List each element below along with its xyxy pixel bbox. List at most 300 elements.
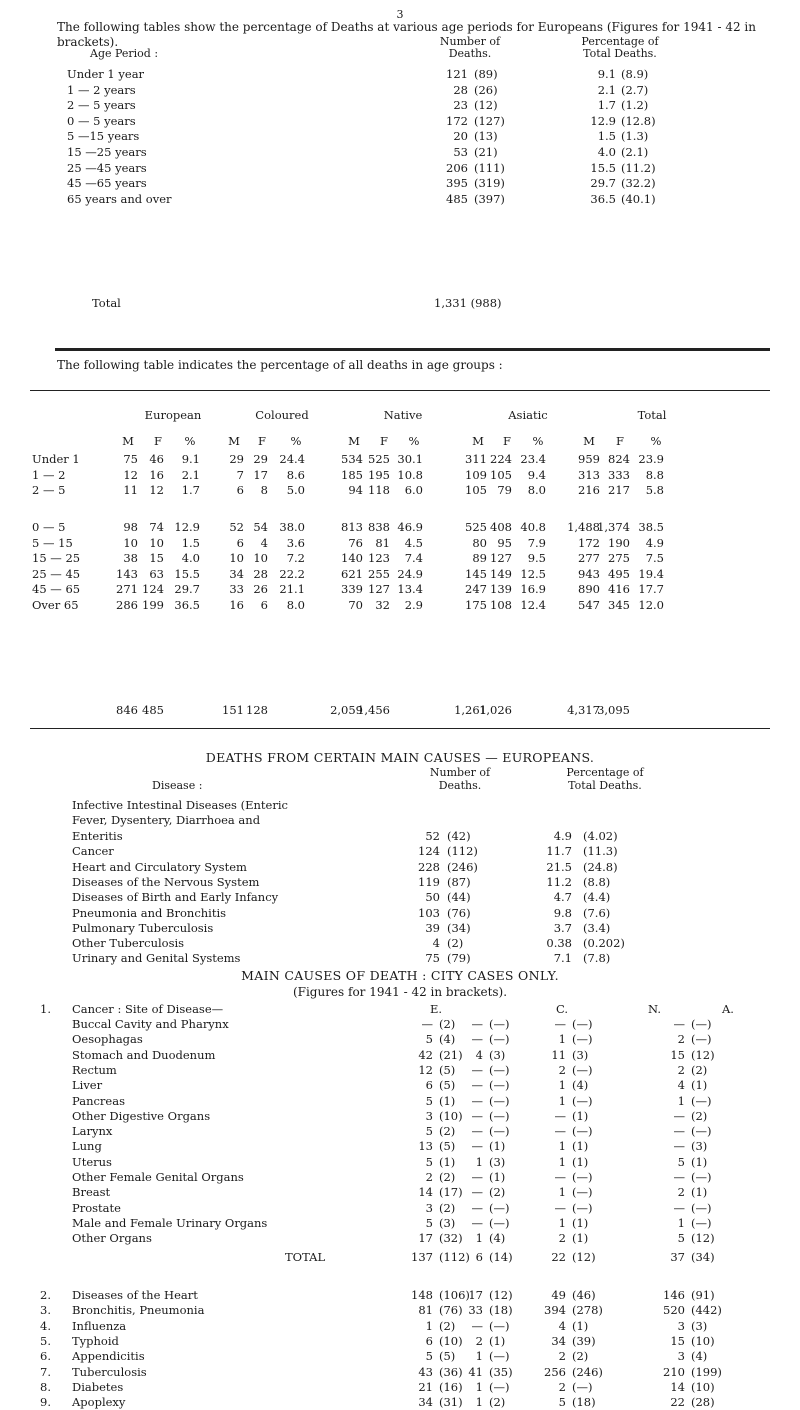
age-row-pct: 1.7 [597,98,616,113]
cause-label: Heart and Circulatory System [72,859,247,874]
cause-num: 50 [425,890,440,905]
city-count: 3 [677,1349,685,1364]
city-count: 5 [425,1032,433,1047]
age-row-pct-bracket: (8.9) [621,67,649,81]
city-count-bracket: (21) [439,1047,463,1062]
age-row-pct-bracket: (32.2) [621,176,656,191]
city-count: 1 [475,1379,483,1394]
city-count: — [421,1017,433,1031]
age-row-num-bracket: (127) [474,113,505,128]
city-count: 256 [544,1364,566,1379]
group-cell: 63 [149,566,164,581]
age-row-pct: 36.5 [590,191,616,206]
age-row-num-bracket: (89) [474,67,498,81]
group-row-label: 0 — 5 [32,520,66,534]
group-cell: 80 [472,535,487,550]
group-cell: 185 [341,467,363,482]
group-cell: 7 [236,467,244,482]
city-count: 43 [418,1364,433,1379]
age-row-label: 5 —15 years [67,129,140,144]
city-subtitle: (Figures for 1941 - 42 in brackets). [292,985,508,999]
city-count-bracket: (35) [489,1364,513,1379]
city-count-bracket: (1) [572,1139,589,1154]
group-cell: 199 [142,597,164,612]
cause-num: 124 [418,844,440,859]
city-count: 22 [551,1250,566,1264]
city-count-bracket: (2) [439,1017,456,1031]
city-count: 1 [558,1215,566,1230]
group-cell: 525 [368,452,390,466]
group-cell: 29.7 [174,582,200,596]
group-cell: 339 [341,582,363,596]
group-cell: 95 [497,535,512,550]
group-cell: 36.5 [174,597,200,612]
group-cell: 38.5 [638,520,664,534]
cause-pct-bracket: (4.4) [583,890,611,905]
city-count: — [471,1185,483,1200]
cause-num: 75 [425,951,440,966]
cause-pct: 11.7 [546,844,572,859]
city-count: 1 [677,1215,685,1230]
group-cell: 4 [260,535,268,550]
age-row-label: 15 —25 years [67,145,147,159]
city-count-bracket: (34) [691,1250,715,1264]
causes-num-head-1: Number of [429,766,491,779]
group-cell: 525 [465,520,487,534]
cause-pct-bracket: (4.02) [583,829,618,843]
age-row-pct: 29.7 [590,176,616,191]
group-cell: 311 [465,452,487,466]
city-row-label: Influenza [72,1318,127,1333]
city-row-label: Larynx [72,1124,113,1139]
city-count: — [471,1318,483,1333]
city-count-bracket: (—) [572,1032,593,1047]
city-count: 4 [475,1047,483,1062]
group-cell: 12.9 [174,520,200,534]
city-row-label: Buccal Cavity and Pharynx [72,1017,229,1031]
city-count: 137 [411,1250,433,1264]
group-cell: 6 [236,483,244,497]
group-cell: 1,488 [567,520,600,534]
city-count-bracket: (—) [691,1032,712,1047]
group-cell: 2.9 [404,597,423,612]
pct-head-1: Percentage of [581,35,659,48]
group-cell: 140 [341,551,363,565]
cause-label: Pulmonary Tuberculosis [72,920,214,935]
group-cell: 313 [578,467,600,482]
city-count-bracket: (12) [572,1250,596,1264]
city-count-bracket: (2) [691,1108,708,1123]
cause-label: Cancer [72,844,114,859]
cause-pct-bracket: (3.4) [583,920,611,935]
group-total-cell: 846 [116,703,138,717]
city-count: 5 [425,1349,433,1364]
city-col-head: C. [556,1002,569,1016]
group-row-label: 2 — 5 [32,483,66,497]
age-row-pct: 15.5 [590,160,616,175]
group-cell: 9.1 [181,452,200,466]
city-count: 14 [670,1379,685,1394]
city-count-bracket: (—) [489,1062,510,1077]
group-cell: 621 [341,566,363,581]
age-row-num-bracket: (319) [474,176,505,191]
group-cell: 224 [490,452,512,466]
column-subhead: F [258,434,266,448]
city-col-head: E. [430,1002,443,1016]
city-count: 6 [475,1250,483,1264]
city-count-bracket: (1) [691,1078,708,1093]
age-row-label: 1 — 2 years [67,82,136,97]
city-row-label: Diabetes [72,1379,124,1394]
group-cell: 534 [341,452,363,466]
group-cell: 8.0 [286,597,305,612]
group-cell: 8 [260,483,268,497]
group-cell: 105 [465,483,487,497]
city-count-bracket: (—) [489,1078,510,1093]
table-bottom-rule [30,728,770,729]
city-count: 210 [663,1364,685,1379]
group-total-cell: 2,059 [330,703,363,717]
city-count-bracket: (2) [489,1395,506,1410]
cause-pct: 0.38 [546,936,572,951]
group-cell: 38 [123,551,138,565]
city-count-bracket: (10) [691,1379,715,1394]
group-cell: 16.9 [520,582,546,596]
city-count: — [471,1170,483,1184]
group-cell: 255 [368,566,390,581]
city-count-bracket: (3) [489,1154,506,1169]
group-cell: 5.0 [286,483,305,497]
age-row-pct: 12.9 [590,113,616,128]
cause-num-bracket: (87) [447,874,471,889]
city-count-bracket: (—) [691,1124,712,1139]
city-total-label: TOTAL [285,1250,326,1264]
age-row-pct: 2.1 [597,82,616,97]
city-count: — [554,1124,566,1139]
group-cell: 34 [229,566,244,581]
city-count: 1 [558,1093,566,1108]
city-count-bracket: (39) [572,1333,596,1348]
age-row-label: 0 — 5 years [67,113,136,128]
city-count-bracket: (—) [691,1215,712,1230]
city-row-number: 2. [40,1288,51,1302]
city-count: 2 [558,1379,566,1394]
cause-pct: 3.7 [553,920,572,935]
group-cell: 195 [368,467,390,482]
group-total-cell: 1,456 [357,703,390,717]
group-cell: 33 [229,582,244,596]
column-subhead: F [616,434,624,448]
city-count: — [554,1170,566,1184]
group-cell: 24.9 [397,566,423,581]
cause-num-bracket: (246) [447,859,478,874]
city-count-bracket: (1) [572,1215,589,1230]
city-count-bracket: (2) [489,1185,506,1200]
city-count: 1 [475,1231,483,1246]
age-row-num: 485 [446,191,468,206]
city-count: 2 [558,1349,566,1364]
city-count: 2 [677,1185,685,1200]
age-row-pct-bracket: (12.8) [621,113,656,128]
city-count-bracket: (1) [439,1093,456,1108]
group-cell: 943 [578,566,600,581]
city-count-bracket: (—) [691,1017,712,1031]
group-cell: 29 [253,452,268,466]
group-cell: 127 [368,582,390,596]
group-cell: 890 [578,582,600,596]
cause-num-bracket: (2) [447,936,464,951]
city-count: 5 [558,1395,566,1410]
cause-label: Diseases of Birth and Early Infancy [72,890,279,905]
city-count-bracket: (17) [439,1185,463,1200]
group-cell: 271 [116,582,138,596]
group-cell: 74 [149,520,164,534]
city-count-bracket: (246) [572,1364,603,1379]
column-subhead: F [380,434,388,448]
city-count-bracket: (2) [572,1349,589,1364]
city-count-bracket: (3) [691,1139,708,1154]
group-cell: 247 [465,582,487,596]
city-count-bracket: (12) [489,1288,513,1302]
group-cell: 127 [490,551,512,565]
group-cell: 9.5 [527,551,546,565]
city-count: 33 [468,1303,483,1318]
age-row-num: 28 [453,82,468,97]
group-cell: 1.5 [181,535,200,550]
group-cell: 10 [229,551,244,565]
city-row-number: 4. [40,1318,51,1333]
city-count: 3 [425,1108,433,1123]
city-count-bracket: (—) [489,1349,510,1364]
city-count-bracket: (—) [572,1062,593,1077]
group-cell: 5.8 [645,483,664,497]
city-count: 15 [670,1047,685,1062]
city-count-bracket: (—) [489,1318,510,1333]
city-col-head: N. [648,1002,661,1016]
city-count-bracket: (199) [691,1364,722,1379]
group-cell: 54 [253,520,268,534]
city-count: — [554,1108,566,1123]
city-count-bracket: (1) [572,1154,589,1169]
city-count-bracket: (442) [691,1303,722,1318]
city-count: 81 [418,1303,433,1318]
group-cell: 8.6 [286,467,305,482]
group-cell: 23.4 [520,452,546,466]
group-heading: European [144,408,202,422]
city-count-bracket: (1) [489,1170,506,1184]
group-cell: 12 [123,467,138,482]
city-count: 13 [418,1139,433,1154]
city-count: 6 [425,1078,433,1093]
age-row-num: 172 [446,113,468,128]
column-subhead: M [583,434,595,448]
city-count: 34 [551,1333,566,1348]
age-head-label: Age Period : [90,47,159,60]
group-cell: 46 [149,452,164,466]
city-count-bracket: (278) [572,1303,603,1318]
group-cell: 32 [375,597,390,612]
group-cell: 275 [608,551,630,565]
group-cell: 15 [149,551,164,565]
cause-pct: 4.7 [553,890,572,905]
group-cell: 94 [348,483,363,497]
city-count-bracket: (—) [489,1200,510,1215]
city-row-label: Bronchitis, Pneumonia [72,1303,205,1318]
group-cell: 7.2 [286,551,305,565]
city-count: 17 [418,1231,433,1246]
group-cell: 15.5 [174,566,200,581]
group-cell: 79 [497,483,512,497]
cause-pct-bracket: (24.8) [583,859,618,874]
city-count-bracket: (112) [439,1250,470,1264]
group-cell: 29 [229,452,244,466]
age-row-num-bracket: (21) [474,145,498,159]
group-cell: 143 [116,566,138,581]
city-count: 21 [418,1379,433,1394]
city-row-label: Rectum [72,1062,117,1077]
city-count: 12 [418,1062,433,1077]
city-title: MAIN CAUSES OF DEATH : CITY CASES ONLY. [241,968,559,983]
city-count-bracket: (18) [489,1303,513,1318]
city-count-bracket: (106) [439,1288,470,1302]
cause-num: 103 [418,905,440,920]
group-cell: 1,374 [597,520,630,534]
pct-head-2: Total Deaths. [583,47,657,60]
group-cell: 7.9 [527,535,546,550]
city-count-bracket: (4) [489,1231,506,1246]
group-cell: 89 [472,551,487,565]
city-count: 1 [475,1349,483,1364]
city-count: 1 [558,1154,566,1169]
group-cell: 2.1 [181,467,200,482]
city-count: — [554,1017,566,1031]
num-head-2: Deaths. [448,47,492,60]
city-count: 4 [558,1318,566,1333]
group-cell: 190 [608,535,630,550]
group-cell: 838 [368,520,390,534]
group-cell: 19.4 [638,566,664,581]
causes-pct-head-1: Percentage of [566,766,644,779]
group-cell: 76 [348,535,363,550]
city-row-number: 8. [40,1379,51,1394]
group-heading: Asiatic [508,408,548,422]
group-cell: 70 [348,597,363,612]
city-count: 15 [670,1333,685,1348]
section-divider [55,348,770,351]
city-count: 2 [558,1231,566,1246]
group-cell: 959 [578,452,600,466]
city-count-bracket: (—) [489,1032,510,1047]
city-count-bracket: (3) [572,1047,589,1062]
group-cell: 30.1 [397,452,423,466]
column-subhead: F [503,434,511,448]
group-row-label: 25 — 45 [32,566,81,581]
city-row-label: Liver [72,1078,103,1093]
city-count-bracket: (14) [489,1250,513,1264]
city-count-bracket: (2) [439,1200,456,1215]
city-row-label: Oesophagas [72,1032,143,1047]
age-row-num: 53 [453,145,468,159]
city-count: — [673,1200,685,1215]
column-subhead: % [650,434,662,448]
city-row-label: Apoplexy [72,1395,126,1410]
group-cell: 17.7 [638,582,664,596]
cause-num: 119 [418,874,440,889]
city-count-bracket: (3) [489,1047,506,1062]
age-row-num: 395 [446,176,468,191]
city-count: 5 [425,1154,433,1169]
city-count-bracket: (—) [572,1170,593,1184]
city-count: — [471,1062,483,1077]
city-count: 5 [425,1215,433,1230]
group-cell: 149 [490,566,512,581]
group-total-cell: 485 [142,703,164,717]
age-row-num: 206 [446,160,468,175]
age-row-num-bracket: (13) [474,129,498,144]
group-cell: 416 [608,582,630,596]
group-cell: 124 [142,582,164,596]
cause-label: Diseases of the Nervous System [72,874,260,889]
city-count: — [471,1215,483,1230]
city-row-number: 7. [40,1364,51,1379]
group-heading: Total [637,408,667,422]
column-subhead: M [228,434,240,448]
city-count-bracket: (—) [691,1170,712,1184]
city-count-bracket: (—) [489,1017,510,1031]
group-cell: 172 [578,535,600,550]
group-cell: 145 [465,566,487,581]
city-count-bracket: (—) [489,1093,510,1108]
group-cell: 277 [578,551,600,565]
cancer-heading: Cancer : Site of Disease— [72,1002,224,1016]
age-row-num-bracket: (12) [474,98,498,113]
city-count-bracket: (—) [572,1017,593,1031]
city-count-bracket: (5) [439,1062,456,1077]
column-subhead: M [472,434,484,448]
city-row-label: Other Female Genital Organs [72,1170,244,1184]
group-cell: 12.4 [520,597,546,612]
total-label: Total [92,296,121,310]
column-subhead: % [184,434,196,448]
age-row-pct: 4.0 [597,145,616,159]
group-cell: 16 [229,597,244,612]
city-count-bracket: (—) [572,1124,593,1139]
cause-num-bracket: (34) [447,920,471,935]
age-row-pct-bracket: (1.2) [621,98,649,113]
city-count: 37 [670,1250,685,1264]
city-count: — [673,1017,685,1031]
group-total-cell: 1,261 [454,703,487,717]
city-count: 1 [475,1154,483,1169]
city-count: 2 [558,1062,566,1077]
age-row-pct-bracket: (1.3) [621,129,649,144]
city-count: 394 [544,1303,566,1318]
total-value: 1,331 (988) [434,296,502,310]
age-row-num-bracket: (397) [474,191,505,206]
city-count: — [471,1139,483,1154]
age-row-num-bracket: (111) [474,160,505,175]
city-row-label: Breast [72,1185,111,1200]
city-count: 17 [468,1288,483,1302]
group-cell: 123 [368,551,390,565]
age-row-pct: 1.5 [597,129,616,144]
city-count-bracket: (36) [439,1364,463,1379]
group-cell: 495 [608,566,630,581]
group-cell: 286 [116,597,138,612]
cause-num-bracket: (79) [447,951,471,966]
cause-pct: 21.5 [546,859,572,874]
num-head-1: Number of [439,35,501,48]
